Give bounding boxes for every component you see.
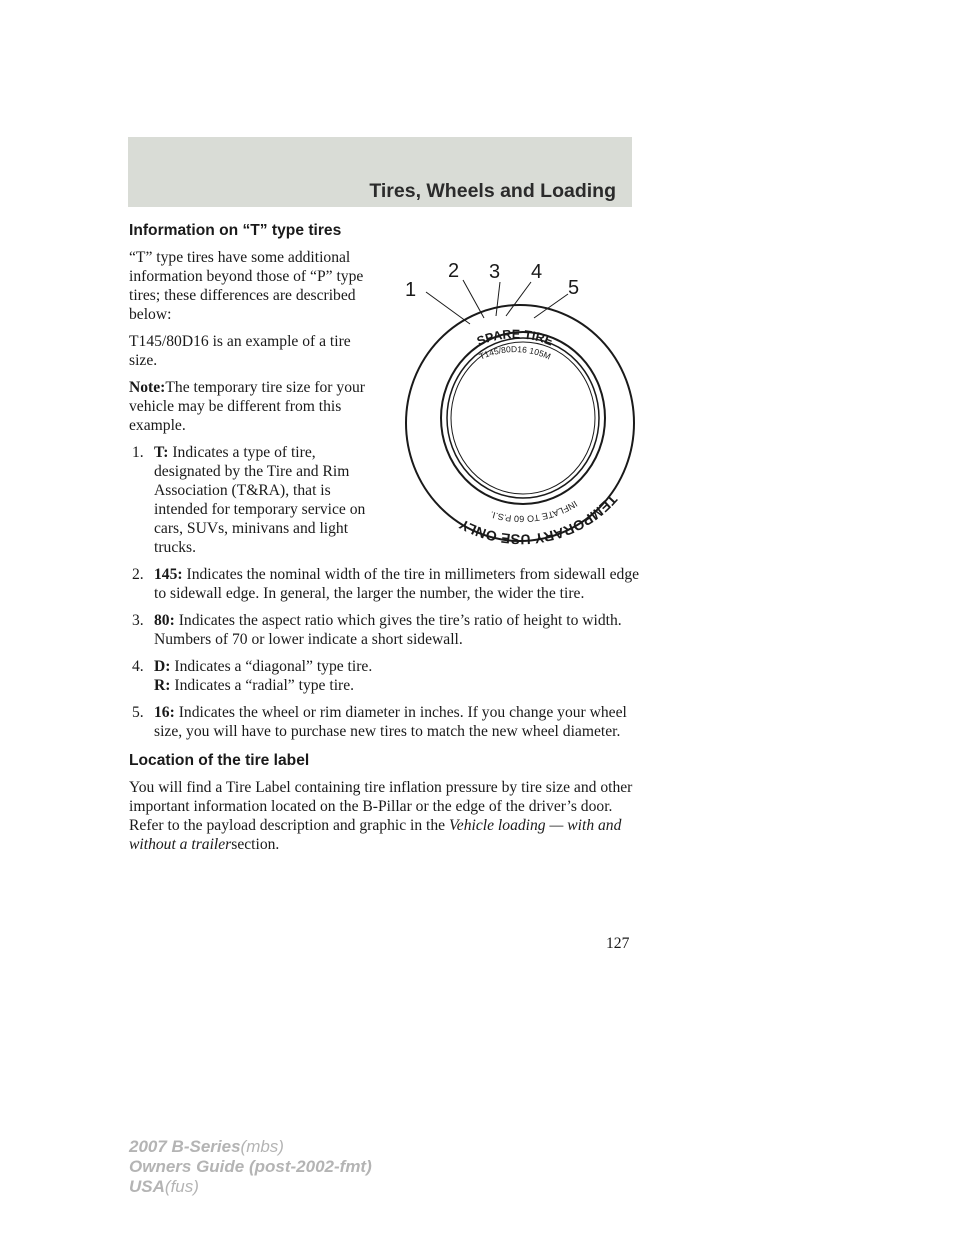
item-number: 1. bbox=[132, 444, 144, 461]
section-heading-t-tires: Information on “T” type tires bbox=[129, 222, 342, 239]
callout-label-4: 4 bbox=[531, 261, 543, 283]
item-text: Indicates a “diagonal” type tire. bbox=[174, 658, 373, 675]
item-text-secondary: Indicates a “radial” type tire. bbox=[174, 677, 355, 694]
inflate-text: INFLATE TO 60 P.S.I. bbox=[488, 498, 580, 524]
list-item bbox=[129, 565, 641, 603]
example-paragraph: T145/80D16 is an example of a tire size. bbox=[129, 333, 351, 369]
note-text: The temporary tire size for your vehicle may be different from this example. bbox=[129, 379, 365, 434]
item-number: 4. bbox=[132, 658, 144, 675]
page-number: 127 bbox=[606, 935, 630, 952]
header-band bbox=[128, 137, 632, 207]
document-footer bbox=[129, 1137, 372, 1197]
footer-line-model: 2007 B-Series(mbs) bbox=[129, 1137, 284, 1156]
item-number: 3. bbox=[132, 612, 144, 629]
callout-label-1: 1 bbox=[405, 279, 417, 301]
footer-line-guide: Owners Guide (post-2002-fmt) bbox=[129, 1157, 372, 1176]
item-text: Indicates the aspect ratio which gives the tire’s ratio of height to width. Numbers of 70 or lower indicate a short sidewall. bbox=[154, 612, 622, 648]
list-item bbox=[129, 611, 641, 649]
tire-size-text: T145/80D16 105M bbox=[477, 344, 553, 362]
list-item bbox=[129, 657, 641, 695]
item-term: 16: bbox=[154, 704, 175, 721]
item-text: Indicates the nominal width of the tire in millimeters from sidewall edge to sidewall edge. In general, the larger the number, the wider the tire. bbox=[154, 566, 640, 602]
callout-label-5: 5 bbox=[568, 277, 580, 299]
item-term: T: bbox=[154, 444, 169, 461]
item-term: D: bbox=[154, 658, 171, 675]
item-number: 2. bbox=[132, 566, 144, 583]
vehicle-loading-reference: Vehicle loading — with and without a trailer bbox=[129, 817, 622, 853]
tire-label-tail: section. bbox=[231, 836, 280, 853]
note-label: Note: bbox=[129, 379, 166, 396]
list-item bbox=[129, 703, 641, 741]
item-number: 5. bbox=[132, 704, 144, 721]
temporary-use-text: TEMPORARY USE ONLY bbox=[456, 491, 621, 546]
chapter-title: Tires, Wheels and Loading bbox=[369, 180, 616, 202]
item-term: 145: bbox=[154, 566, 183, 583]
footer-line-market: USA(fus) bbox=[129, 1177, 199, 1196]
item-subline bbox=[154, 676, 641, 695]
callout-line-2 bbox=[463, 280, 484, 318]
tire-label-paragraph bbox=[129, 778, 641, 854]
intro-paragraph: “T” type tires have some additional information beyond those of “P” type tires; these differences are described below: bbox=[129, 249, 364, 323]
spare-tire-text: SPARE TIRE bbox=[474, 327, 556, 349]
item-term: 80: bbox=[154, 612, 175, 629]
callout-line-1 bbox=[426, 292, 470, 324]
item-text: Indicates the wheel or rim diameter in inches. If you change your wheel size, you will have to purchase new tires to match the new wheel diameter. bbox=[154, 704, 627, 740]
spare-tire-illustration bbox=[398, 246, 643, 546]
item-term-secondary: R: bbox=[154, 677, 171, 694]
item-text: Indicates a type of tire, designated by the Tire and Rim Association (T&RA), that is intended for temporary service on cars, SUVs, minivans and light trucks. bbox=[154, 444, 366, 556]
tire-label-body: You will find a Tire Label containing tire inflation pressure by tire size and other important information located on the B-Pillar or the edge of the driver’s door. Refer to the payload description and graphic in the bbox=[129, 779, 633, 834]
callout-label-3: 3 bbox=[489, 261, 501, 283]
callout-label-2: 2 bbox=[448, 260, 460, 282]
section-heading-tire-label: Location of the tire label bbox=[129, 752, 310, 769]
